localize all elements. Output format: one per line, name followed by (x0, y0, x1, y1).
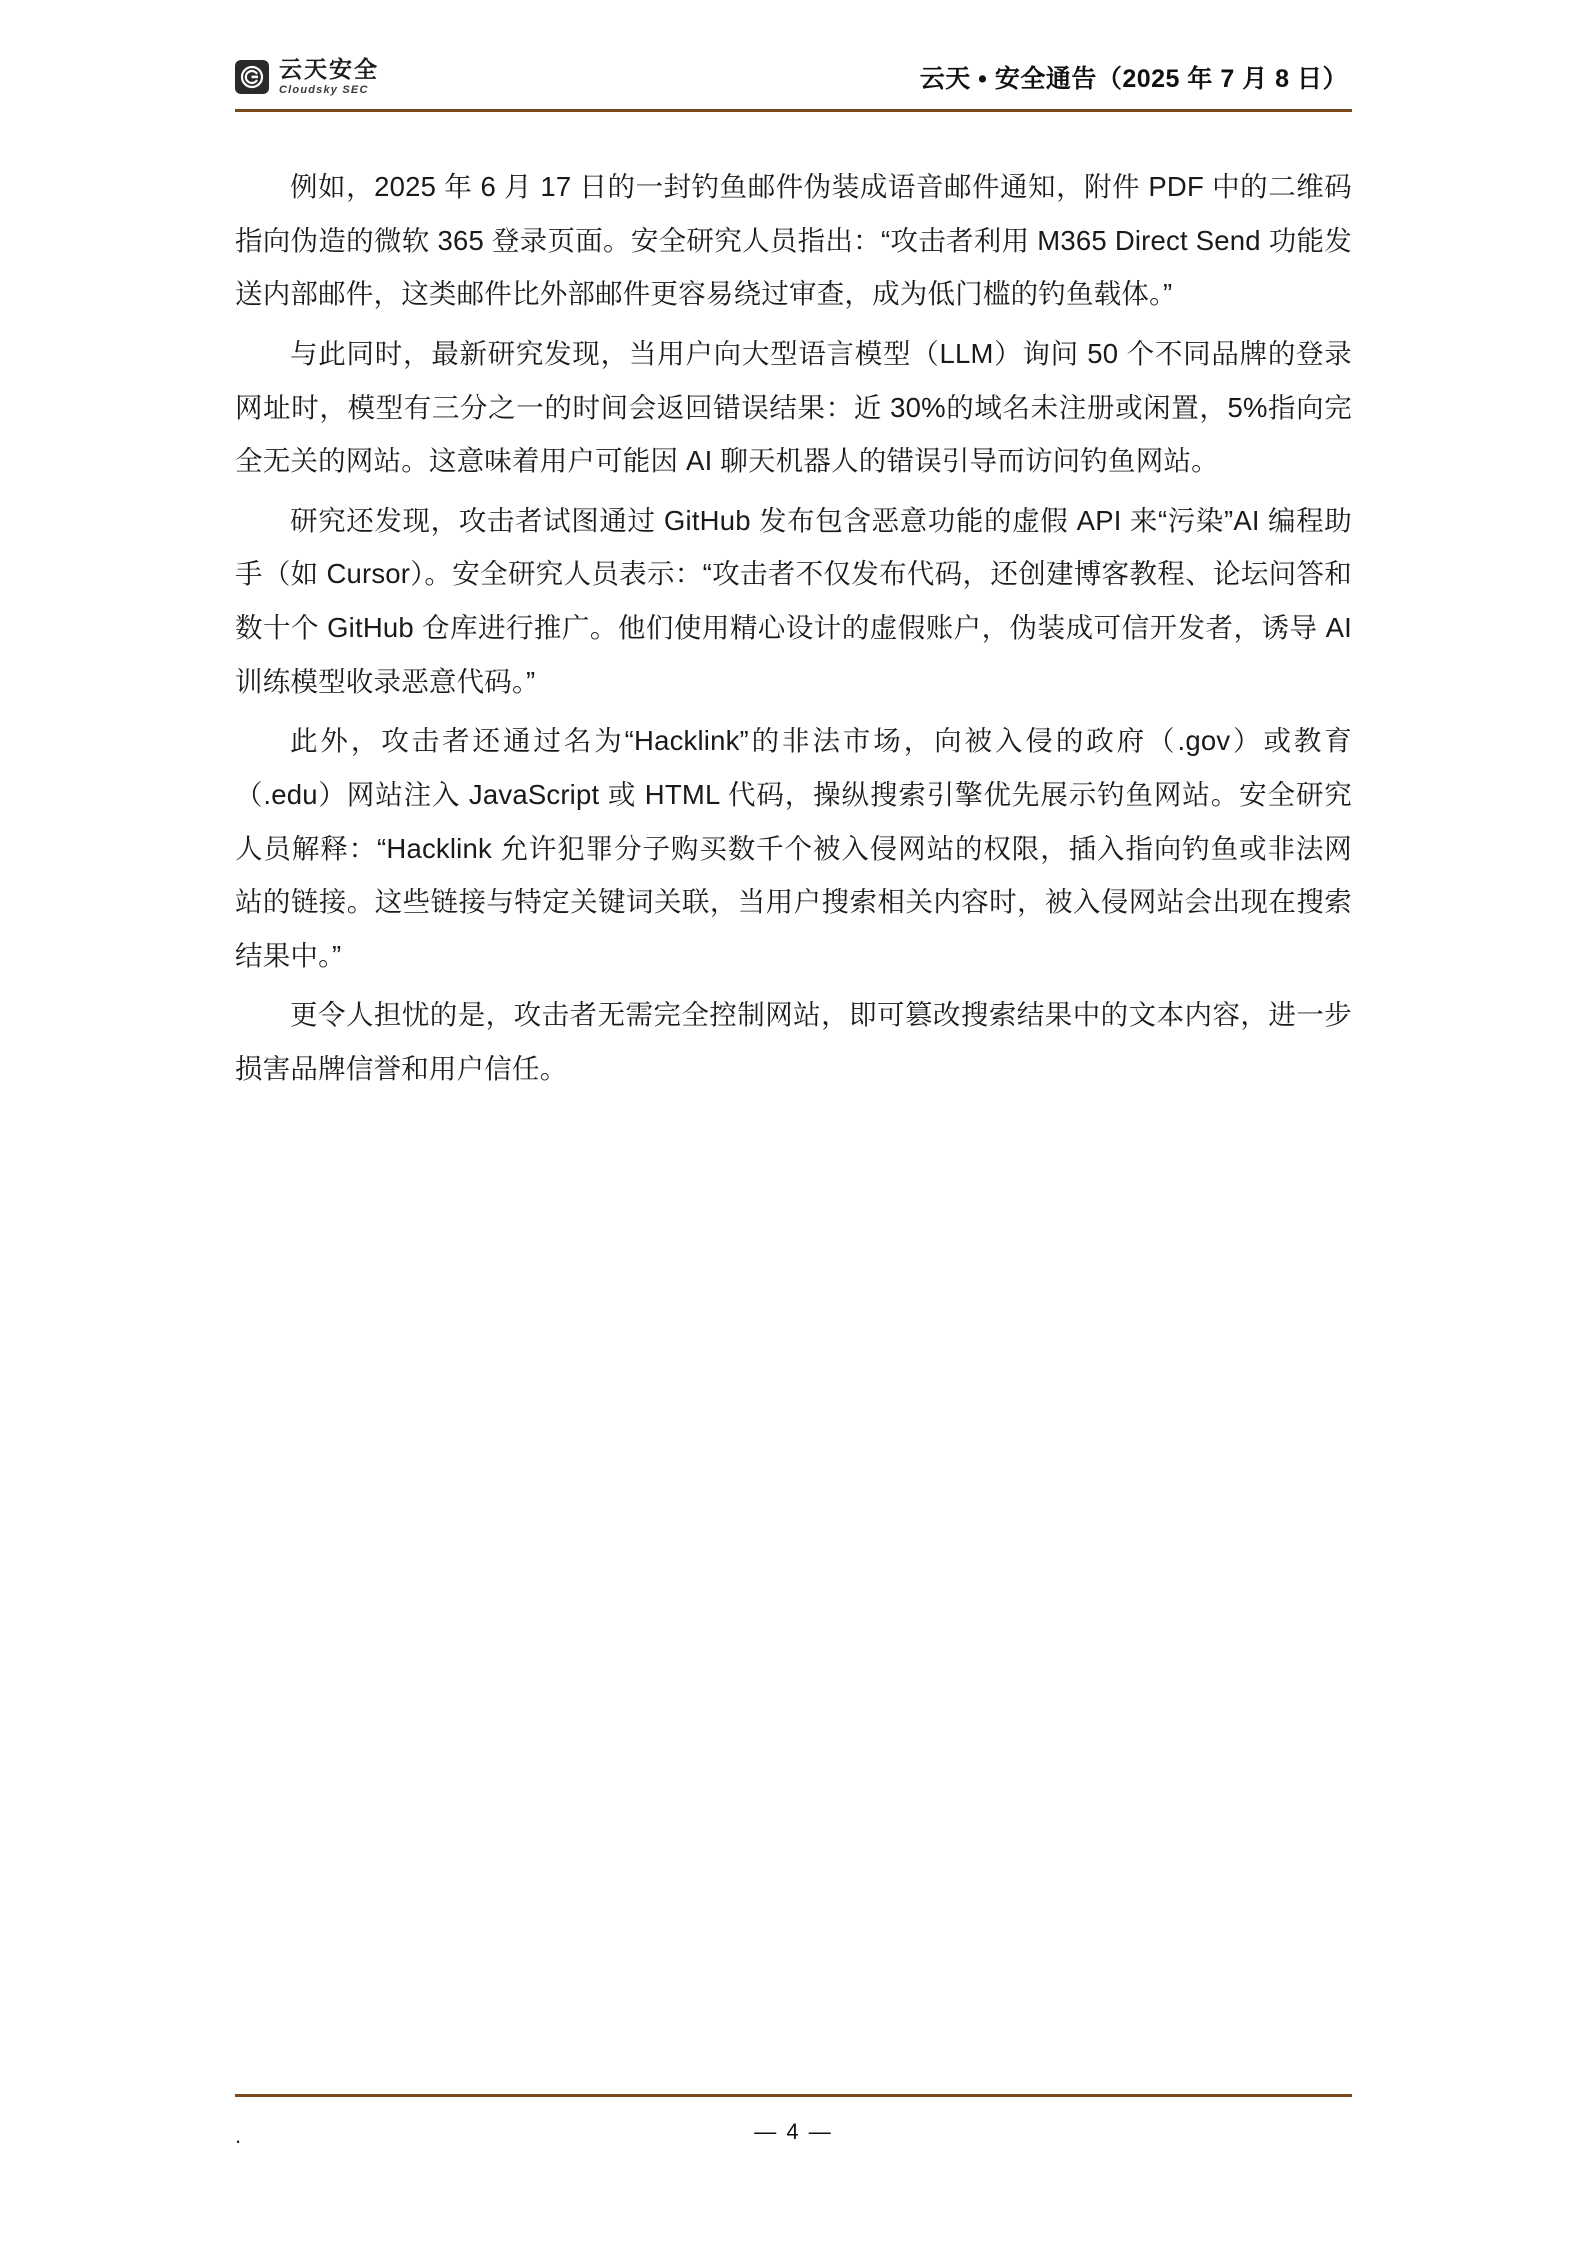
brand-name-en: Cloudsky SEC (279, 84, 369, 96)
paragraph: 此外，攻击者还通过名为“Hacklink”的非法市场，向被入侵的政府（.gov）或教育（.edu）网站注入 JavaScript 或 HTML 代码，操纵搜索引擎优先展示钓鱼网站。安全研究人员解释：“Hacklink 允许犯罪分子购买数千个被入侵网站的权限，插入指向钓鱼或非法网站的链接。这些链接与特定关键词关联，当用户搜索相关内容时，被入侵网站会出现在搜索结果中。” (235, 725, 1352, 971)
brand-logo-text (279, 58, 379, 96)
brand-logo (235, 58, 379, 96)
footer-divider (235, 2094, 1352, 2097)
page-number: — 4 — (754, 2119, 833, 2144)
footer-mark: . (235, 2123, 242, 2148)
paragraph: 与此同时，最新研究发现，当用户向大型语言模型（LLM）询问 50 个不同品牌的登录网址时，模型有三分之一的时间会返回错误结果：近 30%的域名未注册或闲置，5%指向完全无关的网站。这意味着用户可能因 AI 聊天机器人的错误引导而访问钓鱼网站。 (235, 337, 1352, 477)
brand-name-cn: 云天安全 (279, 56, 379, 82)
header-divider (235, 109, 1352, 112)
paragraph: 研究还发现，攻击者试图通过 GitHub 发布包含恶意功能的虚假 API 来“污染”AI 编程助手（如 Cursor）。安全研究人员表示：“攻击者不仅发布代码，还创建博客教程、论坛问答和数十个 GitHub 仓库进行推广。他们使用精心设计的虚假账户，伪装成可信开发者，诱导 AI 训练模型收录恶意代码。” (235, 504, 1352, 697)
paragraph: 例如，2025 年 6 月 17 日的一封钓鱼邮件伪装成语音邮件通知，附件 PDF 中的二维码指向伪造的微软 365 登录页面。安全研究人员指出：“攻击者利用 M365 Direct Send 功能发送内部邮件，这类邮件比外部邮件更容易绕过审查，成为低门槛的钓鱼载体。” (235, 171, 1352, 310)
document-body (235, 112, 1352, 1096)
paragraph: 更令人担忧的是，攻击者无需完全控制网站，即可篡改搜索结果中的文本内容，进一步损害品牌信誉和用户信任。 (235, 999, 1352, 1084)
page-footer (235, 2094, 1352, 2149)
cloudsky-logo-icon (235, 60, 269, 94)
page-header (235, 0, 1352, 112)
header-title: 云天 • 安全通告（2025 年 7 月 8 日） (919, 65, 1348, 93)
footer-row (235, 2119, 1352, 2149)
